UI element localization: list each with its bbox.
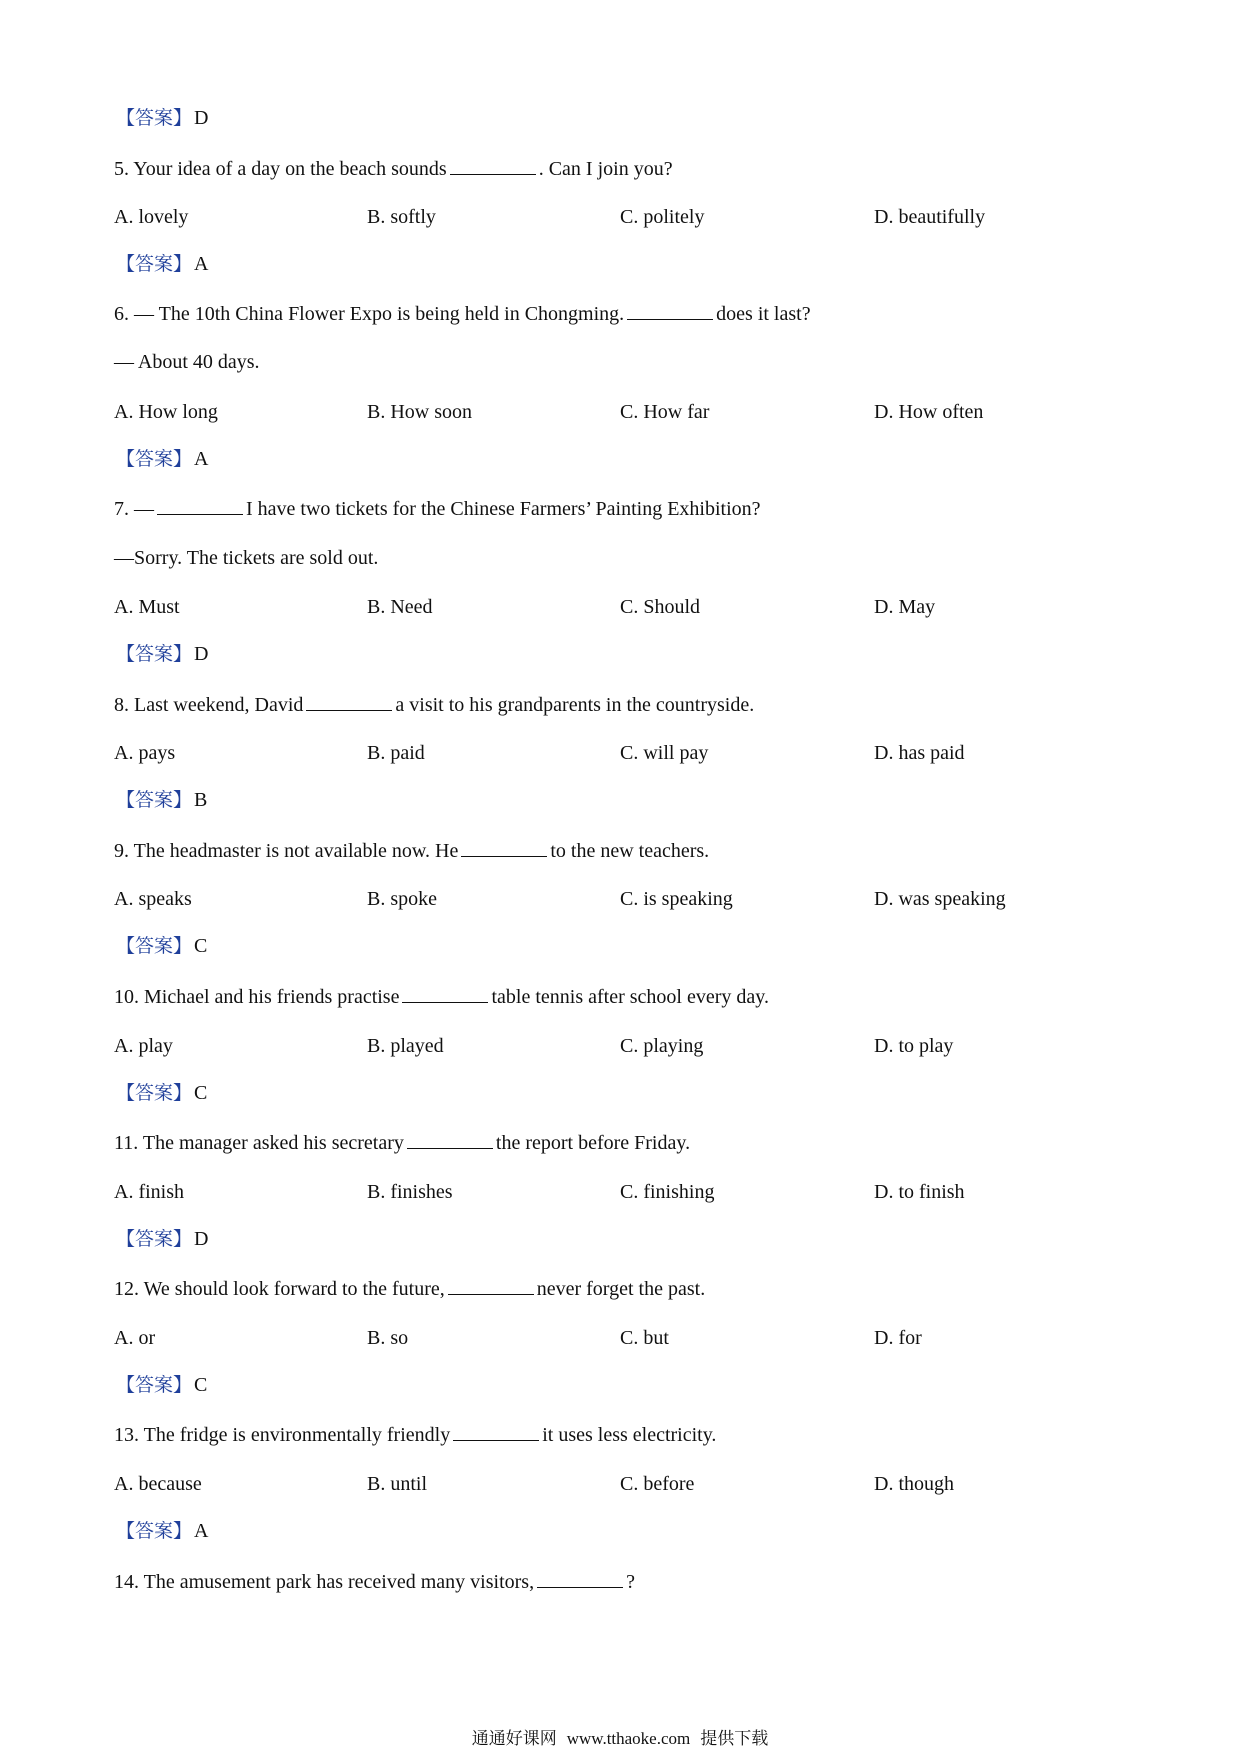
question-text: 11. The manager asked his secretary [114,1132,404,1154]
option-a: A. speaks [114,888,192,910]
answer-letter: A [194,448,209,470]
answer-tag: 【答案】 [116,253,193,275]
answer-blank [627,301,713,320]
options-q13 [114,1472,1114,1496]
answer-blank [448,1276,534,1295]
answer-tag: 【答案】 [116,1228,193,1250]
answer-q5 [116,252,208,276]
question-12 [114,1276,705,1301]
footer-url[interactable]: www.tthaoke.com [566,1729,691,1748]
answer-letter: D [194,1228,209,1250]
question-text: it uses less electricity. [542,1424,717,1446]
answer-q6 [116,447,208,471]
question-7 [114,496,761,521]
answer-letter: D [194,107,209,129]
answer-blank [450,156,536,175]
option-b: B. until [367,1473,428,1495]
question-text: ? [626,1571,635,1593]
question-text: does it last? [716,303,811,325]
answer-tag: 【答案】 [116,1520,193,1542]
option-c: C. How far [620,401,710,423]
answer-q4 [116,106,208,130]
question-text: table tennis after school every day. [491,986,769,1008]
answer-letter: C [194,1082,208,1104]
answer-tag: 【答案】 [116,1374,193,1396]
question-11 [114,1130,690,1155]
question-9 [114,838,709,863]
answer-q13 [116,1519,208,1543]
question-6 [114,301,811,326]
options-q12 [114,1326,1114,1350]
reply-q6: — About 40 days. [114,351,260,373]
answer-letter: D [194,643,209,665]
answer-tag: 【答案】 [116,935,193,957]
answer-tag: 【答案】 [116,448,193,470]
reply-q7: —Sorry. The tickets are sold out. [114,547,379,569]
option-a: A. play [114,1035,173,1057]
question-text: 10. Michael and his friends practise [114,986,400,1008]
answer-q7 [116,642,208,666]
answer-blank [402,984,488,1003]
page-footer [0,1728,1240,1750]
answer-q12 [116,1373,207,1397]
option-c: C. is speaking [620,888,733,910]
answer-q8 [116,788,207,812]
answer-letter: C [194,1374,208,1396]
option-d: D. for [874,1327,922,1349]
answer-tag: 【答案】 [116,789,193,811]
answer-q11 [116,1227,208,1251]
option-d: D. has paid [874,742,965,764]
option-a: A. Must [114,596,180,618]
question-14 [114,1569,635,1594]
option-c: C. finishing [620,1181,715,1203]
option-b: B. Need [367,596,433,618]
question-13 [114,1422,716,1447]
answer-q9 [116,934,207,958]
answer-tag: 【答案】 [116,107,193,129]
question-text: the report before Friday. [495,1132,691,1154]
answer-letter: B [194,789,208,811]
question-text: 5. Your idea of a day on the beach sounds [114,158,447,180]
option-d: D. How often [874,401,984,423]
question-text: 12. We should look forward to the future, [114,1278,445,1300]
options-q8 [114,741,1114,765]
answer-blank [461,838,547,857]
option-c: C. but [620,1327,669,1349]
question-text: 8. Last weekend, David [114,694,304,716]
options-q6 [114,400,1114,424]
answer-letter: C [194,935,208,957]
answer-blank [537,1569,623,1588]
question-text: 7. — [114,498,154,520]
option-a: A. or [114,1327,156,1349]
question-text: . Can I join you? [538,158,673,180]
answer-blank [157,496,243,515]
answer-tag: 【答案】 [116,1082,193,1104]
option-c: C. will pay [620,742,709,764]
footer-note: 提供下载 [700,1729,769,1749]
options-q5 [114,205,1114,229]
answer-q10 [116,1081,207,1105]
question-8 [114,692,754,717]
option-d: D. was speaking [874,888,1006,910]
option-a: A. finish [114,1181,184,1203]
options-q11 [114,1180,1114,1204]
option-a: A. How long [114,401,218,423]
question-10 [114,984,769,1009]
option-a: A. because [114,1473,202,1495]
option-b: B. finishes [367,1181,453,1203]
option-d: D. beautifully [874,206,986,228]
option-b: B. played [367,1035,444,1057]
options-q9 [114,887,1114,911]
question-text: never forget the past. [536,1278,706,1300]
question-text: 13. The fridge is environmentally friendly [114,1424,451,1446]
question-text: a visit to his grandparents in the countryside. [395,694,755,716]
option-c: C. Should [620,596,701,618]
option-c: C. playing [620,1035,704,1057]
answer-blank [407,1130,493,1149]
option-c: C. politely [620,206,705,228]
question-text: to the new teachers. [550,840,710,862]
footer-site-name: 通通好课网 [471,1729,557,1749]
answer-blank [306,692,392,711]
question-text: 9. The headmaster is not available now. He [114,840,459,862]
answer-blank [453,1422,539,1441]
option-a: A. lovely [114,206,189,228]
option-c: C. before [620,1473,695,1495]
question-text: I have two tickets for the Chinese Farmers’ Painting Exhibition? [246,498,761,520]
answer-letter: A [194,1520,209,1542]
option-d: D. to play [874,1035,954,1057]
question-text: 6. — The 10th China Flower Expo is being held in Chongming. [114,303,625,325]
option-b: B. paid [367,742,425,764]
option-b: B. softly [367,206,436,228]
option-b: B. spoke [367,888,437,910]
option-a: A. pays [114,742,176,764]
option-b: B. so [367,1327,409,1349]
answer-tag: 【答案】 [116,643,193,665]
question-text: 14. The amusement park has received many visitors, [114,1571,535,1593]
option-d: D. to finish [874,1181,965,1203]
answer-letter: A [194,253,209,275]
option-b: B. How soon [367,401,473,423]
option-d: D. May [874,596,936,618]
options-q10 [114,1034,1114,1058]
option-d: D. though [874,1473,954,1495]
question-5 [114,156,673,181]
options-q7 [114,595,1114,619]
